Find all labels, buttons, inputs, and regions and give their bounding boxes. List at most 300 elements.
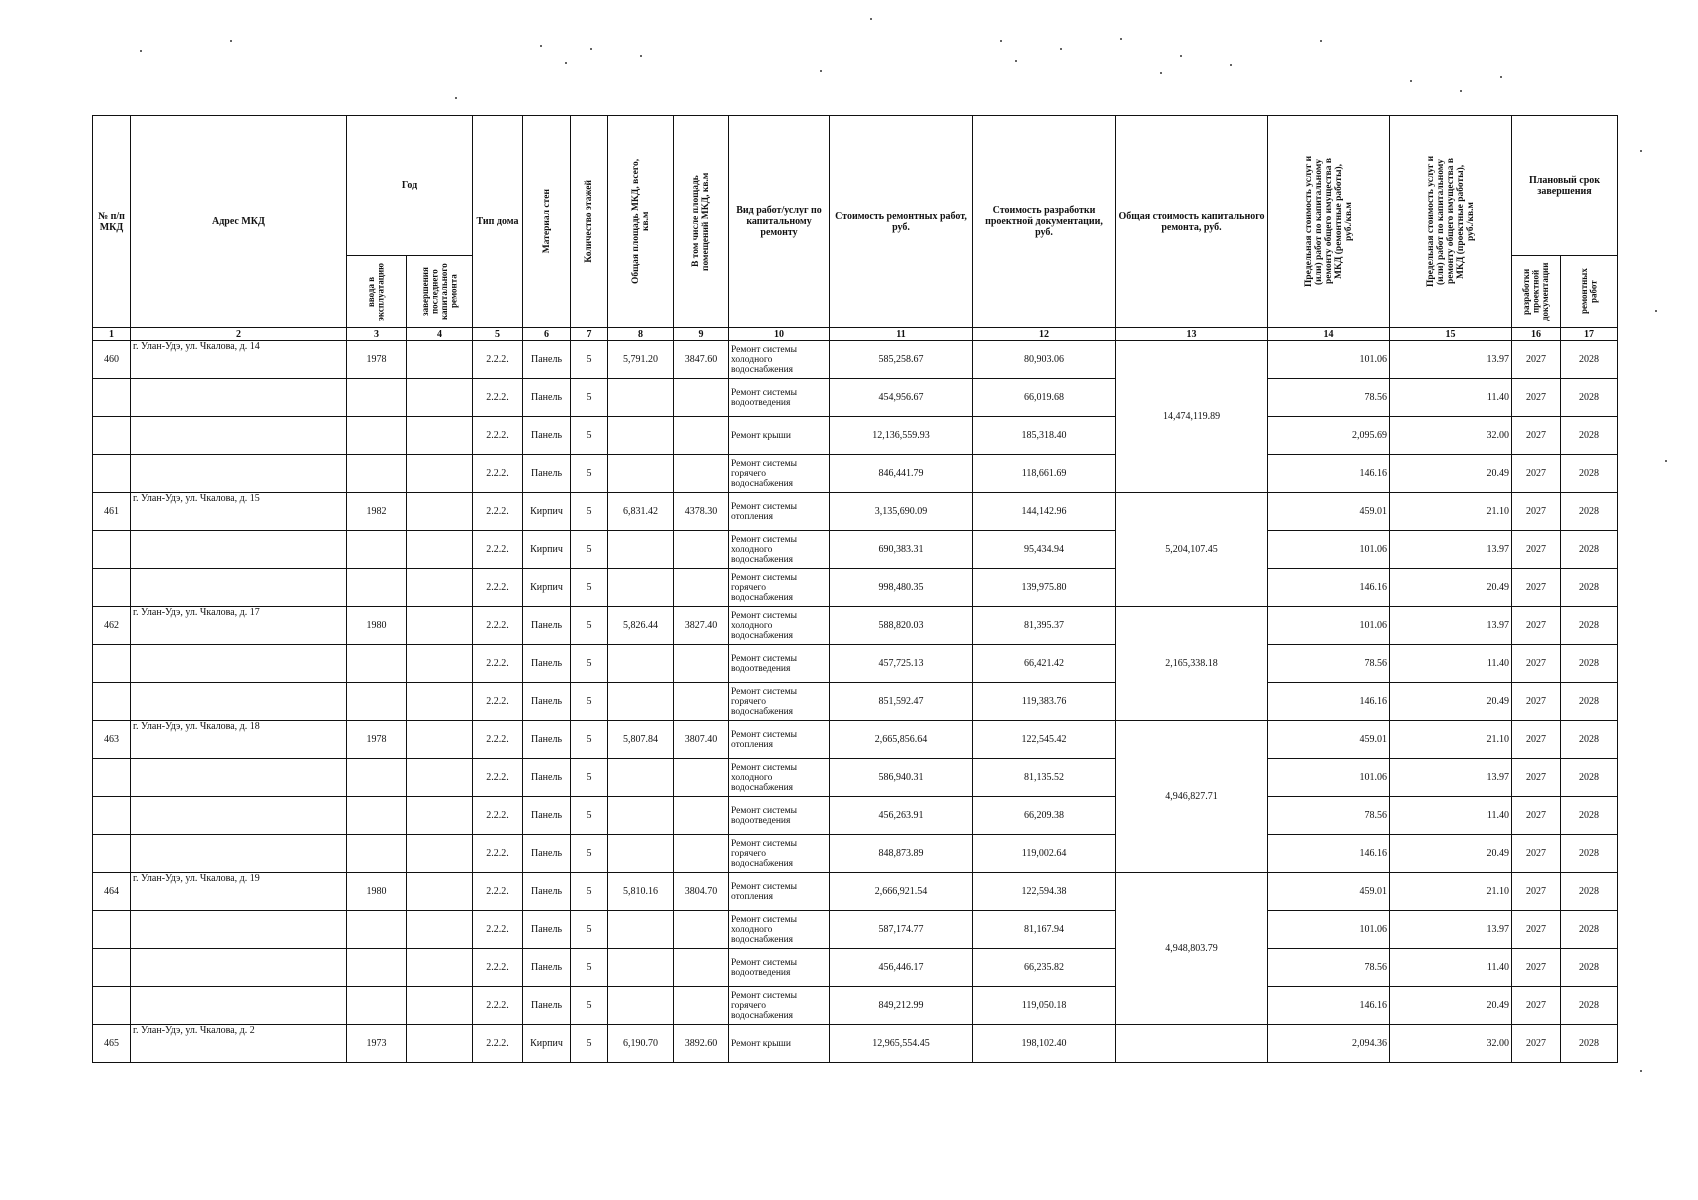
wall-material: Кирпич	[523, 531, 571, 569]
table-row	[93, 835, 1618, 873]
total-cost: 4,946,827.71	[1116, 721, 1268, 873]
header-floors: Количество этажей	[571, 116, 608, 328]
header-rooms-area: В том числе площадь помещений МКД, кв.м	[674, 116, 729, 328]
year-last-repair	[407, 645, 473, 683]
wall-material: Кирпич	[523, 1025, 571, 1063]
header-address: Адрес МКД	[131, 116, 347, 328]
wall-material: Панель	[523, 455, 571, 493]
floors: 5	[571, 455, 608, 493]
floors: 5	[571, 341, 608, 379]
work-type: Ремонт системы горячего водоснабжения	[729, 835, 830, 873]
total-area	[608, 531, 674, 569]
floors: 5	[571, 911, 608, 949]
house-address: г. Улан-Удэ, ул. Чкалова, д. 19	[131, 873, 347, 911]
work-type: Ремонт системы водоотведения	[729, 949, 830, 987]
repair-cost: 12,965,554.45	[830, 1025, 973, 1063]
limit-repair: 459.01	[1268, 493, 1390, 531]
table-row	[93, 341, 1618, 379]
repair-cost: 849,212.99	[830, 987, 973, 1025]
table-row	[93, 417, 1618, 455]
year-last-repair	[407, 949, 473, 987]
header-deadline-design: разработки проектной документации	[1512, 256, 1561, 328]
scanned-sheet	[92, 115, 1618, 1063]
limit-repair: 459.01	[1268, 721, 1390, 759]
repair-cost: 848,873.89	[830, 835, 973, 873]
rooms-area: 3847.60	[674, 341, 729, 379]
limit-repair: 146.16	[1268, 569, 1390, 607]
wall-material: Панель	[523, 607, 571, 645]
limit-repair: 101.06	[1268, 759, 1390, 797]
house-address: г. Улан-Удэ, ул. Чкалова, д. 17	[131, 607, 347, 645]
house-type: 2.2.2.	[473, 949, 523, 987]
rooms-area	[674, 911, 729, 949]
house-type: 2.2.2.	[473, 379, 523, 417]
year-commission	[347, 759, 407, 797]
work-type: Ремонт системы водоотведения	[729, 797, 830, 835]
table-row	[93, 607, 1618, 645]
year-last-repair	[407, 797, 473, 835]
rooms-area	[674, 797, 729, 835]
limit-repair: 2,095.69	[1268, 417, 1390, 455]
total-area	[608, 683, 674, 721]
year-commission	[347, 379, 407, 417]
floors: 5	[571, 531, 608, 569]
repair-cost: 2,666,921.54	[830, 873, 973, 911]
house-type: 2.2.2.	[473, 341, 523, 379]
total-area: 6,190.70	[608, 1025, 674, 1063]
total-area: 5,807.84	[608, 721, 674, 759]
rooms-area	[674, 417, 729, 455]
deadline-design: 2027	[1512, 835, 1561, 873]
table-row	[93, 797, 1618, 835]
limit-repair: 101.06	[1268, 341, 1390, 379]
year-last-repair	[407, 493, 473, 531]
limit-design: 21.10	[1390, 493, 1512, 531]
deadline-repair: 2028	[1561, 607, 1618, 645]
house-address	[131, 759, 347, 797]
repair-cost: 454,956.67	[830, 379, 973, 417]
total-area: 5,826.44	[608, 607, 674, 645]
year-last-repair	[407, 911, 473, 949]
floors: 5	[571, 797, 608, 835]
deadline-repair: 2028	[1561, 683, 1618, 721]
house-number	[93, 835, 131, 873]
limit-design: 13.97	[1390, 759, 1512, 797]
house-number	[93, 645, 131, 683]
column-number: 13	[1116, 328, 1268, 341]
scan-speck	[640, 55, 642, 57]
column-number: 10	[729, 328, 830, 341]
floors: 5	[571, 645, 608, 683]
deadline-design: 2027	[1512, 987, 1561, 1025]
deadline-design: 2027	[1512, 341, 1561, 379]
deadline-repair: 2028	[1561, 949, 1618, 987]
limit-design: 20.49	[1390, 683, 1512, 721]
wall-material: Панель	[523, 911, 571, 949]
design-cost: 122,594.38	[973, 873, 1116, 911]
column-number: 16	[1512, 328, 1561, 341]
deadline-repair: 2028	[1561, 1025, 1618, 1063]
year-last-repair	[407, 683, 473, 721]
limit-repair: 146.16	[1268, 683, 1390, 721]
limit-repair: 2,094.36	[1268, 1025, 1390, 1063]
rooms-area	[674, 645, 729, 683]
limit-design: 11.40	[1390, 797, 1512, 835]
house-number: 464	[93, 873, 131, 911]
column-number: 15	[1390, 328, 1512, 341]
scan-speck	[1665, 460, 1667, 462]
table-row	[93, 721, 1618, 759]
work-type: Ремонт системы отопления	[729, 721, 830, 759]
capital-repair-table	[92, 115, 1618, 1063]
deadline-design: 2027	[1512, 645, 1561, 683]
total-area	[608, 987, 674, 1025]
house-address	[131, 949, 347, 987]
repair-cost: 585,258.67	[830, 341, 973, 379]
scan-speck	[1180, 55, 1182, 57]
rooms-area	[674, 455, 729, 493]
scan-speck	[870, 18, 872, 20]
deadline-repair: 2028	[1561, 835, 1618, 873]
limit-design: 20.49	[1390, 987, 1512, 1025]
limit-repair: 146.16	[1268, 987, 1390, 1025]
limit-repair: 78.56	[1268, 797, 1390, 835]
year-last-repair	[407, 455, 473, 493]
deadline-repair: 2028	[1561, 911, 1618, 949]
scan-speck	[565, 62, 567, 64]
year-commission: 1982	[347, 493, 407, 531]
header-year-commission: ввода в эксплуатацию	[347, 256, 407, 328]
year-last-repair	[407, 417, 473, 455]
header-year-last-repair: завершения последнего капитального ремонта	[407, 256, 473, 328]
total-area: 5,791.20	[608, 341, 674, 379]
total-area	[608, 949, 674, 987]
house-number: 463	[93, 721, 131, 759]
deadline-design: 2027	[1512, 493, 1561, 531]
house-type: 2.2.2.	[473, 1025, 523, 1063]
repair-cost: 3,135,690.09	[830, 493, 973, 531]
house-address: г. Улан-Удэ, ул. Чкалова, д. 2	[131, 1025, 347, 1063]
year-last-repair	[407, 531, 473, 569]
table-body	[93, 341, 1618, 1063]
year-commission	[347, 683, 407, 721]
work-type: Ремонт системы холодного водоснабжения	[729, 607, 830, 645]
scan-speck	[1410, 80, 1412, 82]
column-number: 17	[1561, 328, 1618, 341]
house-address	[131, 569, 347, 607]
scan-speck	[1120, 38, 1122, 40]
rooms-area: 3804.70	[674, 873, 729, 911]
wall-material: Панель	[523, 987, 571, 1025]
work-type: Ремонт системы холодного водоснабжения	[729, 911, 830, 949]
house-type: 2.2.2.	[473, 987, 523, 1025]
scan-speck	[540, 45, 542, 47]
house-type: 2.2.2.	[473, 797, 523, 835]
header-limit-repair: Предельная стоимость услуг и (или) работ по капитальному ремонту общего имущества в МКД (ремонтные работы), руб./кв.м	[1268, 116, 1390, 328]
year-last-repair	[407, 835, 473, 873]
limit-design: 20.49	[1390, 835, 1512, 873]
rooms-area: 4378.30	[674, 493, 729, 531]
deadline-design: 2027	[1512, 911, 1561, 949]
rooms-area	[674, 759, 729, 797]
column-number: 2	[131, 328, 347, 341]
repair-cost: 456,263.91	[830, 797, 973, 835]
work-type: Ремонт системы холодного водоснабжения	[729, 759, 830, 797]
rooms-area: 3807.40	[674, 721, 729, 759]
design-cost: 81,167.94	[973, 911, 1116, 949]
house-type: 2.2.2.	[473, 683, 523, 721]
house-number	[93, 759, 131, 797]
deadline-repair: 2028	[1561, 873, 1618, 911]
scan-speck	[230, 40, 232, 42]
house-address	[131, 645, 347, 683]
house-number: 465	[93, 1025, 131, 1063]
total-area: 5,810.16	[608, 873, 674, 911]
table-row	[93, 379, 1618, 417]
deadline-design: 2027	[1512, 873, 1561, 911]
limit-design: 32.00	[1390, 1025, 1512, 1063]
year-commission: 1978	[347, 721, 407, 759]
rooms-area: 3892.60	[674, 1025, 729, 1063]
scan-speck	[455, 97, 457, 99]
header-limit-design: Предельная стоимость услуг и (или) работ по капитальному ремонту общего имущества в МКД (проектные работы), руб./кв.м	[1390, 116, 1512, 328]
floors: 5	[571, 873, 608, 911]
header-design-cost: Стоимость разработки проектной документации, руб.	[973, 116, 1116, 328]
design-cost: 119,383.76	[973, 683, 1116, 721]
house-number	[93, 797, 131, 835]
limit-design: 20.49	[1390, 569, 1512, 607]
floors: 5	[571, 721, 608, 759]
deadline-repair: 2028	[1561, 569, 1618, 607]
work-type: Ремонт крыши	[729, 417, 830, 455]
scan-speck	[1460, 90, 1462, 92]
limit-design: 20.49	[1390, 455, 1512, 493]
limit-design: 11.40	[1390, 379, 1512, 417]
floors: 5	[571, 417, 608, 455]
scan-speck	[1160, 72, 1162, 74]
house-type: 2.2.2.	[473, 911, 523, 949]
column-number: 3	[347, 328, 407, 341]
limit-design: 13.97	[1390, 911, 1512, 949]
wall-material: Панель	[523, 797, 571, 835]
table-row	[93, 683, 1618, 721]
column-number: 9	[674, 328, 729, 341]
house-address	[131, 455, 347, 493]
repair-cost: 586,940.31	[830, 759, 973, 797]
wall-material: Панель	[523, 645, 571, 683]
house-address	[131, 987, 347, 1025]
house-number	[93, 417, 131, 455]
floors: 5	[571, 759, 608, 797]
year-commission	[347, 417, 407, 455]
floors: 5	[571, 835, 608, 873]
scan-speck	[1320, 40, 1322, 42]
design-cost: 66,209.38	[973, 797, 1116, 835]
house-address: г. Улан-Удэ, ул. Чкалова, д. 18	[131, 721, 347, 759]
design-cost: 119,050.18	[973, 987, 1116, 1025]
design-cost: 80,903.06	[973, 341, 1116, 379]
deadline-repair: 2028	[1561, 987, 1618, 1025]
wall-material: Панель	[523, 341, 571, 379]
rooms-area: 3827.40	[674, 607, 729, 645]
house-type: 2.2.2.	[473, 569, 523, 607]
header-total-area: Общая площадь МКД, всего, кв.м	[608, 116, 674, 328]
year-last-repair	[407, 379, 473, 417]
scan-speck	[1000, 40, 1002, 42]
limit-repair: 459.01	[1268, 873, 1390, 911]
year-last-repair	[407, 607, 473, 645]
deadline-repair: 2028	[1561, 797, 1618, 835]
year-last-repair	[407, 1025, 473, 1063]
work-type: Ремонт системы холодного водоснабжения	[729, 531, 830, 569]
header-work-type: Вид работ/услуг по капитальному ремонту	[729, 116, 830, 328]
scan-speck	[820, 70, 822, 72]
total-area: 6,831.42	[608, 493, 674, 531]
year-commission	[347, 797, 407, 835]
total-area	[608, 569, 674, 607]
deadline-repair: 2028	[1561, 379, 1618, 417]
deadline-design: 2027	[1512, 721, 1561, 759]
rooms-area	[674, 683, 729, 721]
house-address	[131, 797, 347, 835]
house-number	[93, 379, 131, 417]
header-num: № п/п МКД	[93, 116, 131, 328]
deadline-repair: 2028	[1561, 493, 1618, 531]
limit-design: 13.97	[1390, 341, 1512, 379]
scan-speck	[1500, 76, 1502, 78]
column-number: 11	[830, 328, 973, 341]
house-address: г. Улан-Удэ, ул. Чкалова, д. 15	[131, 493, 347, 531]
wall-material: Панель	[523, 949, 571, 987]
column-number: 8	[608, 328, 674, 341]
year-commission: 1973	[347, 1025, 407, 1063]
scan-speck	[1640, 150, 1642, 152]
total-area	[608, 911, 674, 949]
rooms-area	[674, 531, 729, 569]
house-address	[131, 417, 347, 455]
floors: 5	[571, 987, 608, 1025]
house-type: 2.2.2.	[473, 607, 523, 645]
scan-speck	[1230, 64, 1232, 66]
table-row	[93, 455, 1618, 493]
house-number	[93, 683, 131, 721]
limit-design: 11.40	[1390, 645, 1512, 683]
work-type: Ремонт крыши	[729, 1025, 830, 1063]
design-cost: 81,135.52	[973, 759, 1116, 797]
floors: 5	[571, 493, 608, 531]
wall-material: Кирпич	[523, 569, 571, 607]
rooms-area	[674, 949, 729, 987]
deadline-repair: 2028	[1561, 645, 1618, 683]
total-area	[608, 797, 674, 835]
header-year-group: Год	[347, 116, 473, 256]
deadline-repair: 2028	[1561, 455, 1618, 493]
house-number	[93, 949, 131, 987]
work-type: Ремонт системы отопления	[729, 493, 830, 531]
year-last-repair	[407, 759, 473, 797]
year-commission: 1980	[347, 873, 407, 911]
table-row	[93, 569, 1618, 607]
column-number-row	[93, 328, 1618, 341]
work-type: Ремонт системы горячего водоснабжения	[729, 683, 830, 721]
rooms-area	[674, 987, 729, 1025]
floors: 5	[571, 569, 608, 607]
deadline-design: 2027	[1512, 455, 1561, 493]
deadline-design: 2027	[1512, 683, 1561, 721]
total-area	[608, 645, 674, 683]
year-last-repair	[407, 721, 473, 759]
deadline-repair: 2028	[1561, 721, 1618, 759]
scan-speck	[1640, 1070, 1642, 1072]
table-row	[93, 987, 1618, 1025]
column-number: 1	[93, 328, 131, 341]
total-area	[608, 835, 674, 873]
rooms-area	[674, 569, 729, 607]
floors: 5	[571, 683, 608, 721]
design-cost: 95,434.94	[973, 531, 1116, 569]
deadline-design: 2027	[1512, 379, 1561, 417]
house-number	[93, 455, 131, 493]
deadline-design: 2027	[1512, 797, 1561, 835]
house-number	[93, 531, 131, 569]
year-commission: 1978	[347, 341, 407, 379]
total-cost	[1116, 1025, 1268, 1063]
deadline-design: 2027	[1512, 607, 1561, 645]
wall-material: Панель	[523, 721, 571, 759]
house-type: 2.2.2.	[473, 417, 523, 455]
table-row	[93, 493, 1618, 531]
column-number: 14	[1268, 328, 1390, 341]
deadline-repair: 2028	[1561, 531, 1618, 569]
house-number	[93, 911, 131, 949]
limit-design: 32.00	[1390, 417, 1512, 455]
design-cost: 119,002.64	[973, 835, 1116, 873]
year-commission	[347, 949, 407, 987]
work-type: Ремонт системы горячего водоснабжения	[729, 987, 830, 1025]
table-row	[93, 873, 1618, 911]
limit-repair: 146.16	[1268, 455, 1390, 493]
year-commission	[347, 569, 407, 607]
header-total-cost: Общая стоимость капитального ремонта, руб.	[1116, 116, 1268, 328]
design-cost: 139,975.80	[973, 569, 1116, 607]
limit-repair: 78.56	[1268, 645, 1390, 683]
limit-repair: 101.06	[1268, 911, 1390, 949]
wall-material: Панель	[523, 417, 571, 455]
deadline-repair: 2028	[1561, 417, 1618, 455]
deadline-design: 2027	[1512, 417, 1561, 455]
wall-material: Панель	[523, 873, 571, 911]
house-number: 462	[93, 607, 131, 645]
house-type: 2.2.2.	[473, 645, 523, 683]
design-cost: 198,102.40	[973, 1025, 1116, 1063]
year-commission	[347, 835, 407, 873]
year-last-repair	[407, 341, 473, 379]
total-cost: 2,165,338.18	[1116, 607, 1268, 721]
deadline-design: 2027	[1512, 949, 1561, 987]
column-number: 6	[523, 328, 571, 341]
deadline-design: 2027	[1512, 569, 1561, 607]
limit-design: 13.97	[1390, 607, 1512, 645]
total-area	[608, 759, 674, 797]
header-deadline-group: Плановый срок завершения	[1512, 116, 1618, 256]
work-type: Ремонт системы водоотведения	[729, 645, 830, 683]
year-commission	[347, 455, 407, 493]
header-wall-material: Материал стен	[523, 116, 571, 328]
year-commission: 1980	[347, 607, 407, 645]
table-row	[93, 531, 1618, 569]
deadline-design: 2027	[1512, 531, 1561, 569]
limit-design: 11.40	[1390, 949, 1512, 987]
